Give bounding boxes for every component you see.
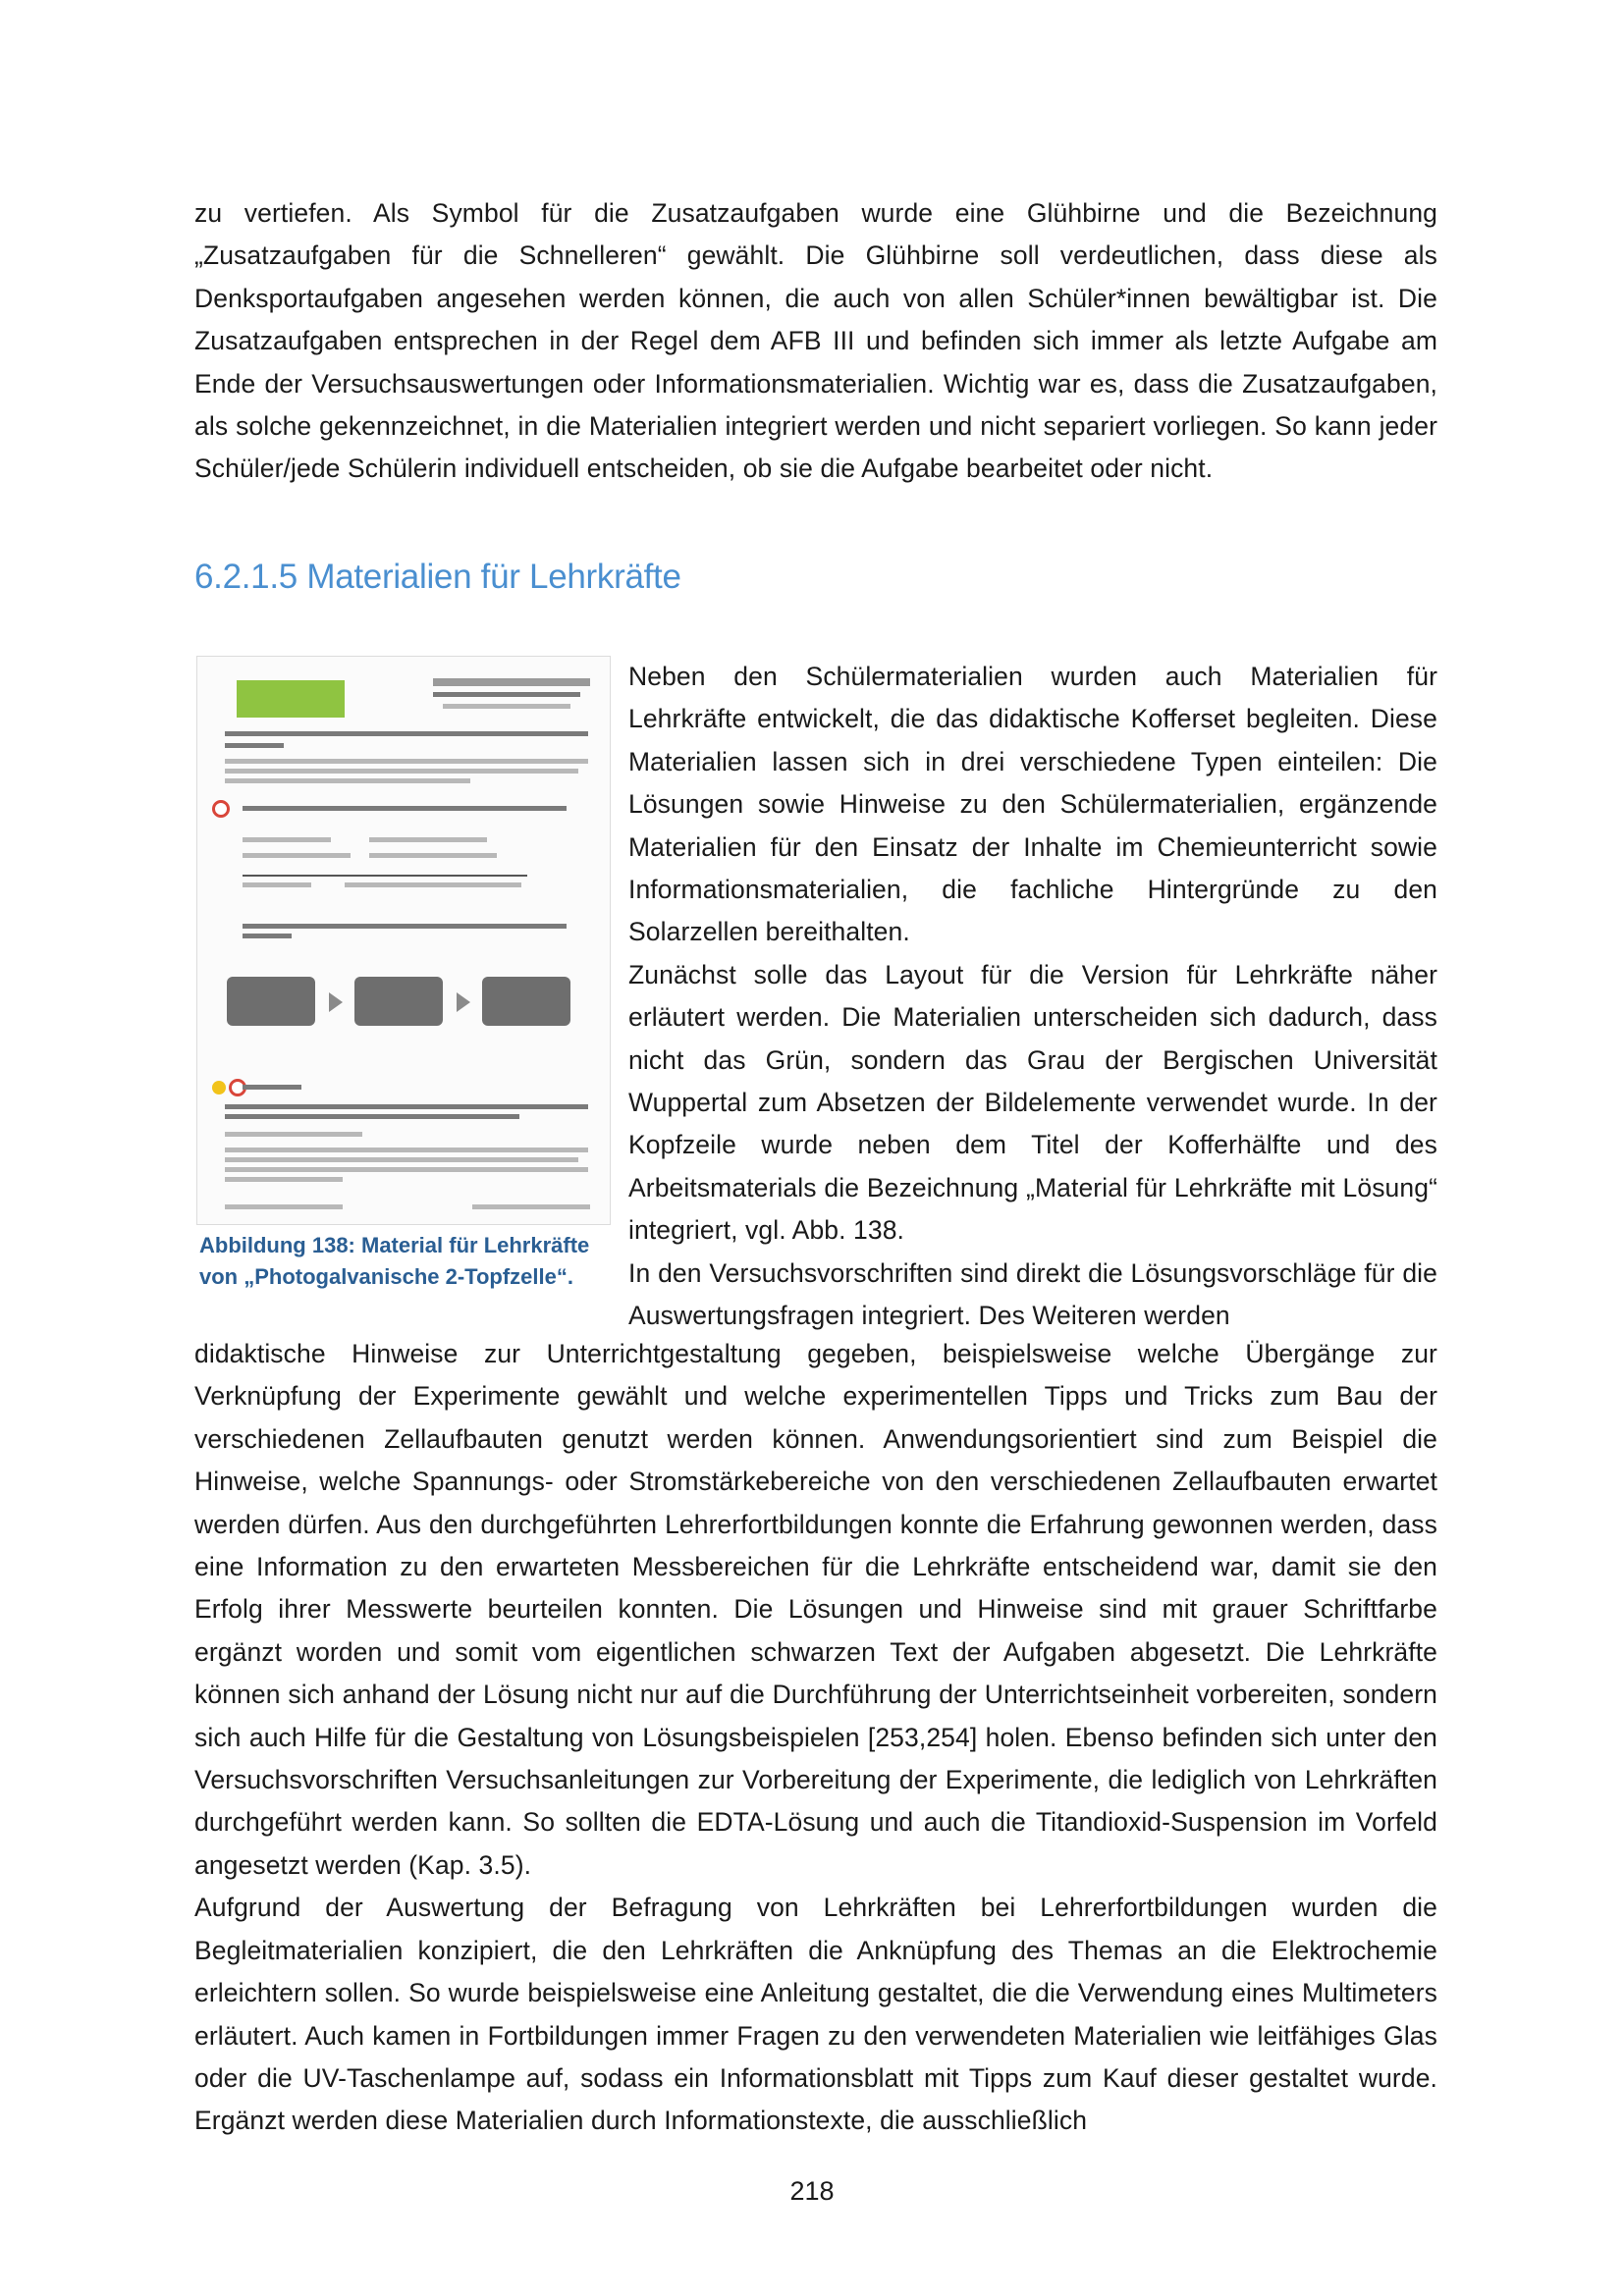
energy-box-light <box>227 977 315 1026</box>
thumbnail-footer-line <box>472 1204 590 1209</box>
energy-box-electric <box>482 977 570 1026</box>
thumbnail-footer-line <box>225 1204 343 1209</box>
caption-line-2: von „Photogalvanische 2-Topfzelle“. <box>199 1264 573 1289</box>
lightbulb-icon <box>212 1081 226 1095</box>
thumbnail-text-line <box>225 769 578 774</box>
task-marker-icon <box>212 800 230 818</box>
intro-paragraph: zu vertiefen. Als Symbol für die Zusatzaufgaben wurde eine Glühbirne und die Bezeichnung „Zusatzaufgaben für die Schnelleren“ gewählt. Die Glühbirne soll verdeutlichen, dass diese als Denksportaufgaben angesehen werden können, die auch von allen Schüler*innen bewältigbar ist. Die Zusatzaufgaben entsprechen in der Regel dem AFB III und befinden sich immer als letzte Aufgabe am Ende der Versuchsauswertungen oder Informationsmaterialien. Wichtig war es, dass die Zusatzaufgaben, als solche gekennzeichnet, in die Materialien integriert werden und nicht separiert vorliegen. So kann jeder Schüler/jede Schülerin individuell entscheiden, ob sie die Aufgabe bearbeitet oder nicht. <box>194 198 1437 484</box>
thumbnail-rule <box>243 875 527 877</box>
thumbnail-text-line <box>243 924 567 929</box>
thumbnail-text-line <box>243 806 567 811</box>
wrapped-text-column <box>628 656 1437 1338</box>
figure-thumbnail-image <box>196 656 611 1225</box>
thumbnail-header-line <box>433 692 580 697</box>
thumbnail-text-line <box>243 837 331 842</box>
energy-box-chemical <box>354 977 443 1026</box>
thumbnail-text-line <box>225 1132 362 1137</box>
thumbnail-text-line <box>225 731 588 736</box>
page-number: 218 <box>789 2176 835 2206</box>
body-paragraph: Neben den Schülermaterialien wurden auch Materialien für Lehrkräfte entwickelt, die das didaktische Kofferset begleiten. Diese Materialien lassen sich in drei verschiedene Typen einteilen: Die Lösungen sowie Hinweise zu den Schülermaterialien, ergänzende Materialien für den Einsatz der Inhalte im Chemieunterricht sowie Informationsmaterialien, die fachliche Hintergründe zu den Solarzellen bereithalten. <box>628 662 1437 947</box>
thumbnail-text-line <box>243 853 351 858</box>
thumbnail-text-line <box>243 882 311 887</box>
thumbnail-text-line <box>225 743 284 748</box>
body-paragraph: didaktische Hinweise zur Unterrichtgestaltung gegeben, beispielsweise welche Übergänge zur Verknüpfung der Experimente gewählt und welche experimentellen Tipps und Tricks zum Bau der verschiedenen Zellaufbauten genutzt werden können. Anwendungsorientiert sind zum Beispiel die Hinweise, welche Spannungs- oder Stromstärkebereiche von den verschiedenen Zellaufbauten erwartet werden dürfen. Aus den durchgeführten Lehrerfortbildungen konnte die Erfahrung gewonnen werden, dass eine Information zu den erwarteten Messbereichen für die Lehrkräfte entscheidend war, damit sie den Erfolg ihrer Messwerte beurteilen konnten. Die Lösungen und Hinweise sind mit grauer Schriftfarbe ergänzt worden und somit vom eigentlichen schwarzen Text der Aufgaben abgesetzt. Die Lehrkräfte können sich anhand der Lösung nicht nur auf die Durchführung der Unterrichtseinheit vorbereiten, sondern sich auch Hilfe für die Gestaltung von Lösungsbeispielen [253,254] holen. Ebenso befinden sich unter den Versuchsvorschriften Versuchsanleitungen zur Vorbereitung der Experimente, die lediglich von Lehrkräften durchgeführt werden kann. So sollten die EDTA-Lösung und auch die Titandioxid-Suspension im Vorfeld angesetzt werden (Kap. 3.5). <box>194 1339 1437 1880</box>
thumbnail-text-line <box>243 1085 301 1090</box>
thumbnail-text-line <box>225 778 470 783</box>
thumbnail-text-line <box>225 759 588 764</box>
figure-caption <box>199 1230 612 1293</box>
thumbnail-text-line <box>225 1177 343 1182</box>
thumbnail-text-line <box>225 1157 578 1162</box>
thumbnail-text-line <box>225 1148 588 1152</box>
section-heading: 6.2.1.5 Materialien für Lehrkräfte <box>194 558 681 596</box>
thumbnail-text-line <box>369 853 497 858</box>
thumbnail-header-line <box>443 704 570 709</box>
thumbnail-text-line <box>225 1104 588 1109</box>
thumbnail-text-line <box>369 837 487 842</box>
university-logo <box>237 680 345 718</box>
thumbnail-text-line <box>225 1167 588 1172</box>
arrow-icon <box>457 992 470 1012</box>
body-paragraph: Zunächst solle das Layout für die Version für Lehrkräfte näher erläutert werden. Die Materialien unterscheiden sich dadurch, dass nicht das Grün, sondern das Grau der Bergischen Universität Wuppertal zum Absetzen der Bildelemente verwendet wurde. In der Kopfzeile wurde neben dem Titel der Kofferhälfte und des Arbeitsmaterials die Bezeichnung „Material für Lehrkräfte mit Lösung“ integriert, vgl. Abb. 138. <box>628 959 1437 1246</box>
caption-line-1: Abbildung 138: Material für Lehrkräfte <box>199 1233 590 1257</box>
full-width-text <box>194 1333 1437 2143</box>
arrow-icon <box>329 992 343 1012</box>
thumbnail-header-line <box>433 678 590 686</box>
thumbnail-text-line <box>225 1114 519 1119</box>
body-paragraph: In den Versuchsvorschriften sind direkt die Lösungsvorschläge für die Auswertungsfragen integriert. Des Weiteren werden <box>628 1257 1437 1331</box>
thumbnail-text-line <box>345 882 521 887</box>
figure-teacher-material <box>196 656 612 1226</box>
thumbnail-text-line <box>243 934 292 938</box>
body-paragraph: Aufgrund der Auswertung der Befragung von Lehrkräften bei Lehrerfortbildungen wurden die Begleitmaterialien konzipiert, die den Lehrkräften die Anknüpfung des Themas an die Elektrochemie erleichtern sollen. So wurde beispielsweise eine Anleitung gestaltet, die die Verwendung eines Multimeters erläutert. Auch kamen in Fortbildungen immer Fragen zu den verwendeten Materialien wie leitfähiges Glas oder die UV-Taschenlampe auf, sodass ein Informationsblatt mit Tipps zum Kauf dieser gestaltet wurde. Ergänzt werden diese Materialien durch Informationstexte, die ausschließlich <box>194 1893 1437 2136</box>
